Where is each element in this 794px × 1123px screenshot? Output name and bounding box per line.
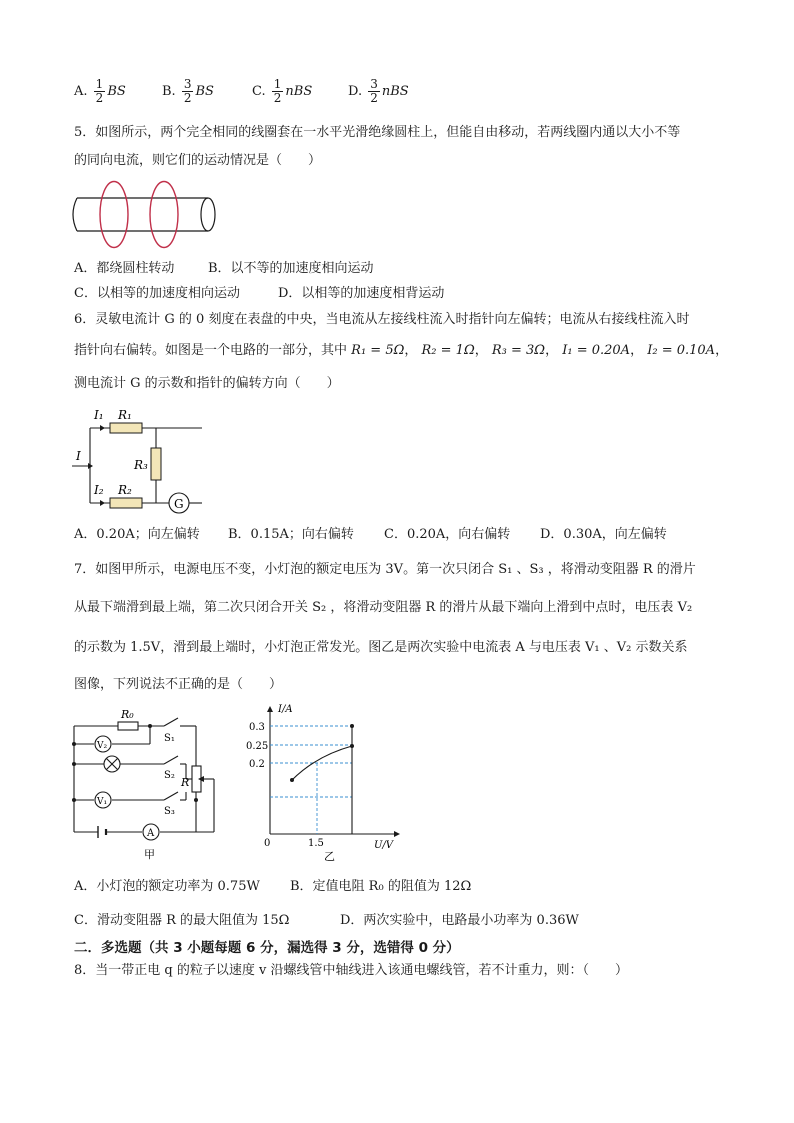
label-v1: V₁ bbox=[97, 797, 108, 807]
q4-option-d: D. $\frac{3}{2}$ nBS bbox=[348, 77, 409, 105]
q5-option-b: B．以不等的加速度相向运动 bbox=[208, 261, 374, 276]
label-r3: R₃ bbox=[134, 458, 148, 472]
fraction: $\frac{3}{2}$ bbox=[370, 77, 378, 105]
q7-circuit-jia-figure bbox=[68, 704, 238, 866]
q5-line1: 5．如图所示，两个完全相同的线圈套在一水平光滑绝缘圆柱上，但能自由移动，若两线圈内通以大小不等 bbox=[74, 125, 681, 140]
q7-line2: 从最下端滑到最上端，第二次只闭合开关 S₂ ，将滑动变阻器 R 的滑片从最下端向上滑到中点时，电压表 V₂ bbox=[74, 600, 693, 615]
r3-value: R₃ = 3Ω bbox=[491, 343, 546, 358]
q5-option-a: A．都绕圆柱转动 bbox=[74, 261, 175, 276]
r2-value: R₂ = 1Ω bbox=[421, 343, 475, 358]
y-axis-label: I/A bbox=[278, 704, 293, 715]
q7-graph-yi-figure bbox=[246, 700, 406, 866]
q7-line1: 7．如图甲所示，电源电压不变，小灯泡的额定电压为 3V。第一次只闭合 S₁ 、S₃ ，将滑动变阻器 R 的滑片 bbox=[74, 562, 696, 577]
tick-0-3: 0.3 bbox=[249, 722, 265, 733]
tick-0-25: 0.25 bbox=[246, 741, 269, 752]
label-s3: S₃ bbox=[164, 806, 175, 817]
q5-option-c: C．以相等的加速度相向运动 bbox=[74, 286, 240, 301]
fraction: $\frac{1}{2}$ bbox=[95, 77, 104, 105]
q8-stem: 8．当一带正电 q 的粒子以速度 v 沿螺线管中轴线进入该通电螺线管，若不计重力，则：（ ） bbox=[74, 963, 628, 978]
q6-line3: 测电流计 G 的示数和指针的偏转方向（ ） bbox=[74, 376, 340, 391]
label-g: G bbox=[174, 497, 184, 511]
q6-option-a: A．0.20A；向左偏转 bbox=[74, 527, 200, 542]
q4-option-c: C. $\frac{1}{2}$ nBS bbox=[252, 77, 313, 105]
origin-label: 0 bbox=[264, 838, 271, 849]
q7-line3: 的示数为 1.5V，滑到最上端时，小灯泡正常发光。图乙是两次实验中电流表 A 与电压表 V₁ 、V₂ 示数关系 bbox=[74, 640, 688, 655]
label-s2: S₂ bbox=[164, 770, 175, 781]
fraction: $\frac{1}{2}$ bbox=[273, 77, 282, 105]
label-r1: R₁ bbox=[118, 408, 132, 422]
q4-option-a: A. $\frac{1}{2}$ BS bbox=[74, 77, 126, 105]
label-i2: I₂ bbox=[94, 483, 104, 497]
label-s1: S₁ bbox=[164, 733, 175, 744]
q7-option-a: A．小灯泡的额定功率为 0.75W bbox=[74, 879, 260, 894]
q6-circuit-figure bbox=[70, 402, 215, 514]
q6-line1: 6．灵敏电流计 G 的 0 刻度在表盘的中央，当电流从左接线柱流入时指针向左偏转；电流从右接线柱流入时 bbox=[74, 312, 690, 327]
label-v2: V₂ bbox=[97, 741, 108, 751]
caption-yi: 乙 bbox=[324, 850, 335, 863]
label-r0: R₀ bbox=[121, 708, 134, 721]
coil-right bbox=[150, 182, 178, 248]
q5-cylinder-coils-figure bbox=[72, 178, 222, 250]
i2-value: I₂ = 0.10A bbox=[647, 343, 716, 358]
q7-line4: 图像，下列说法不正确的是（ ） bbox=[74, 677, 283, 692]
q6-option-c: C．0.20A，向右偏转 bbox=[384, 527, 511, 542]
q7-option-d: D．两次实验中，电路最小功率为 0.36W bbox=[340, 913, 579, 928]
tick-0-2: 0.2 bbox=[249, 759, 265, 770]
q7-option-c: C．滑动变阻器 R 的最大阻值为 15Ω bbox=[74, 913, 290, 928]
label-i1: I₁ bbox=[94, 408, 104, 422]
q6-option-d: D．0.30A，向左偏转 bbox=[540, 527, 667, 542]
q5-line2: 的同向电流，则它们的运动情况是（ ） bbox=[74, 153, 322, 168]
q4-option-b: B. $\frac{3}{2}$ BS bbox=[162, 77, 214, 105]
x-axis-label: U/V bbox=[374, 840, 394, 851]
label-r2: R₂ bbox=[118, 483, 132, 497]
q5-option-d: D．以相等的加速度相背运动 bbox=[278, 286, 445, 301]
label-r: R bbox=[181, 776, 190, 789]
tick-1-5: 1.5 bbox=[308, 838, 324, 849]
r1-value: R₁ = 5Ω bbox=[351, 343, 405, 358]
label-i: I bbox=[76, 449, 81, 463]
q6-option-b: B．0.15A；向右偏转 bbox=[228, 527, 354, 542]
q7-option-b: B．定值电阻 R₀ 的阻值为 12Ω bbox=[290, 879, 472, 894]
label-a: A bbox=[147, 828, 155, 839]
coil-left bbox=[100, 182, 128, 248]
i1-value: I₁ = 0.20A bbox=[562, 343, 631, 358]
fraction: $\frac{3}{2}$ bbox=[183, 77, 192, 105]
section-heading-multiple-choice: 二．多选题（共 3 小题每题 6 分，漏选得 3 分，选错得 0 分） bbox=[74, 940, 460, 956]
caption-jia: 甲 bbox=[144, 848, 155, 861]
cylinder bbox=[73, 198, 215, 231]
q6-line2: 指针向右偏转。如图是一个电路的一部分，其中 R₁ = 5Ω， R₂ = 1Ω， R₃ = 3Ω， I₁ = 0.20A， I₂ = 0.10A， bbox=[74, 343, 729, 358]
